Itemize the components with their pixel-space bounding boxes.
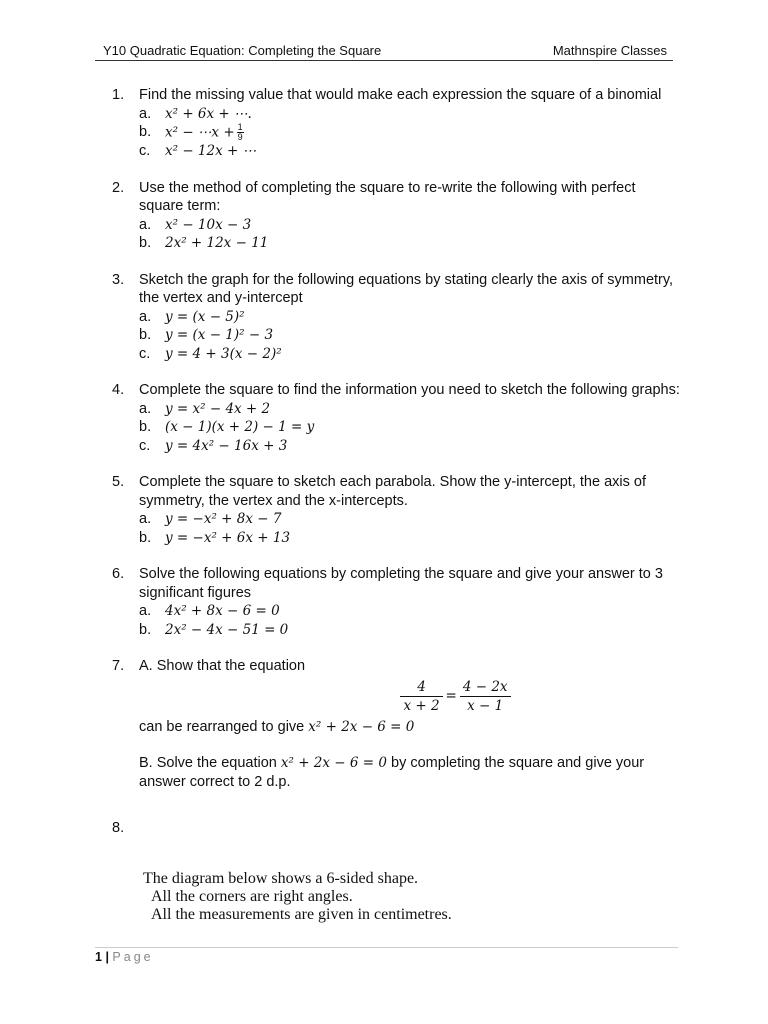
spacer — [139, 736, 682, 754]
page-header — [95, 42, 673, 61]
part-a — [139, 216, 682, 235]
expression: y = x² − 4x + 2 — [165, 400, 271, 417]
question-number: 8. — [112, 820, 125, 836]
question-number: 5. — [112, 474, 125, 490]
question-6 — [112, 565, 682, 639]
footer-separator: | — [105, 950, 109, 964]
question-3 — [112, 271, 682, 364]
part-b — [139, 621, 682, 640]
page-footer — [95, 947, 678, 964]
part-label: b. — [139, 235, 152, 251]
question-text: Use the method of completing the square to re-write the following with perfect square term: — [139, 179, 636, 214]
part-c — [139, 437, 682, 456]
equals-sign: = — [445, 688, 457, 705]
header-title: Y10 Quadratic Equation: Completing the Square — [103, 43, 382, 58]
part-a — [139, 105, 682, 124]
expression: 2x² + 12x − 11 — [165, 235, 269, 251]
question-1 — [112, 86, 682, 161]
expression: x² + 2x − 6 = 0 — [308, 718, 415, 735]
part-label: b. — [139, 124, 152, 140]
part-b — [139, 123, 682, 142]
question-number: 1. — [112, 87, 125, 103]
rearranged-line — [139, 718, 682, 737]
part-label: b. — [139, 327, 152, 343]
expression: 2x² − 4x − 51 = 0 — [165, 621, 289, 638]
question-parts — [139, 105, 682, 161]
description-line: The diagram below shows a 6-sided shape. — [143, 870, 419, 887]
fraction-right — [460, 678, 511, 716]
fraction-numerator: 4 — [400, 678, 442, 698]
header-brand: Mathnspire Classes — [552, 43, 667, 58]
question-7-part-b — [139, 754, 682, 791]
expression: y = 4x² − 16x + 3 — [165, 437, 288, 454]
question-text: Complete the square to find the information you need to sketch the following graphs: — [139, 382, 680, 398]
expression: y = (x − 1)² − 3 — [165, 327, 274, 343]
question-4 — [112, 381, 682, 455]
part-b — [139, 234, 682, 253]
question-2 — [112, 179, 682, 253]
question-5 — [112, 473, 682, 547]
equation-display — [139, 678, 682, 716]
question-8 — [112, 819, 682, 837]
part-label: b. — [139, 529, 152, 546]
question-text: Find the missing value that would make each expression the square of a binomial — [139, 87, 662, 103]
question-number: 2. — [112, 179, 125, 196]
expression: 4x² + 8x − 6 = 0 — [165, 603, 280, 619]
worksheet-content — [112, 86, 682, 855]
question-text: Complete the square to sketch each parabola. Show the y-intercept, the axis of symmetry, the vertex and the x-intercepts. — [139, 474, 646, 509]
page-word: Page — [112, 950, 154, 964]
expression: x² − 12x + ⋯ — [165, 143, 257, 159]
part-label: a. — [139, 603, 152, 619]
part-label: c. — [139, 345, 151, 362]
question-number: 7. — [112, 658, 125, 674]
fraction-numerator: 4 − 2x — [460, 678, 511, 698]
question-number: 6. — [112, 566, 125, 582]
question-7-part-a: A. Show that the equation — [139, 658, 306, 674]
question-parts — [139, 216, 682, 253]
part-a — [139, 308, 682, 327]
fraction — [237, 123, 244, 142]
question-text: Solve the following equations by completing the square and give your answer to 3 significant figures — [139, 566, 663, 601]
part-b-text-cont: by completing the square and give your answer correct to 2 d.p. — [139, 755, 645, 790]
expression: x² + 6x + ⋯. — [165, 105, 252, 122]
part-c — [139, 345, 682, 364]
part-a — [139, 602, 682, 621]
fraction-left — [400, 678, 442, 716]
expression: y = −x² + 6x + 13 — [165, 529, 291, 546]
question-number: 4. — [112, 382, 125, 398]
fraction-numerator: 1 — [237, 122, 243, 132]
question-text: Sketch the graph for the following equations by stating clearly the axis of symmetry, the vertex and y-intercept — [139, 271, 674, 306]
question-list — [112, 86, 682, 837]
part-label: a. — [139, 216, 152, 233]
question-7 — [112, 657, 682, 791]
question-parts — [139, 602, 682, 639]
expression: y = 4 + 3(x − 2)² — [165, 345, 282, 362]
part-a — [139, 400, 682, 419]
diagram-description-image — [143, 870, 452, 924]
part-label: b. — [139, 419, 152, 435]
part-label: a. — [139, 105, 152, 122]
page-number: 1 — [95, 950, 102, 964]
expression: y = −x² + 8x − 7 — [165, 511, 282, 527]
part-b — [139, 418, 682, 437]
expression: x² − 10x − 3 — [165, 216, 252, 233]
fraction-denominator: x − 1 — [467, 698, 504, 714]
part-label: c. — [139, 437, 151, 454]
description-line: All the corners are right angles. — [151, 888, 353, 905]
expression: y = (x − 5)² — [165, 308, 245, 325]
description-line: All the measurements are given in centimetres. — [151, 906, 452, 923]
part-a — [139, 510, 682, 529]
question-parts — [139, 308, 682, 364]
part-label: a. — [139, 308, 152, 325]
part-label: c. — [139, 143, 151, 159]
part-b — [139, 529, 682, 548]
question-parts — [139, 510, 682, 547]
part-b — [139, 326, 682, 345]
part-label: b. — [139, 621, 152, 638]
expression: x² + 2x − 6 = 0 — [280, 755, 387, 771]
expression: (x − 1)(x + 2) − 1 = y — [165, 419, 315, 435]
fraction-denominator: 9 — [237, 132, 243, 142]
rearranged-text: can be rearranged to give — [139, 718, 305, 735]
part-c — [139, 142, 682, 161]
question-number: 3. — [112, 271, 125, 288]
fraction-denominator: x + 2 — [403, 698, 440, 714]
expression: x² − ⋯x + — [165, 124, 235, 141]
spacer — [139, 819, 682, 837]
part-b-text: B. Solve the equation — [139, 755, 277, 771]
part-label: a. — [139, 400, 152, 417]
part-label: a. — [139, 511, 152, 527]
question-parts — [139, 400, 682, 456]
